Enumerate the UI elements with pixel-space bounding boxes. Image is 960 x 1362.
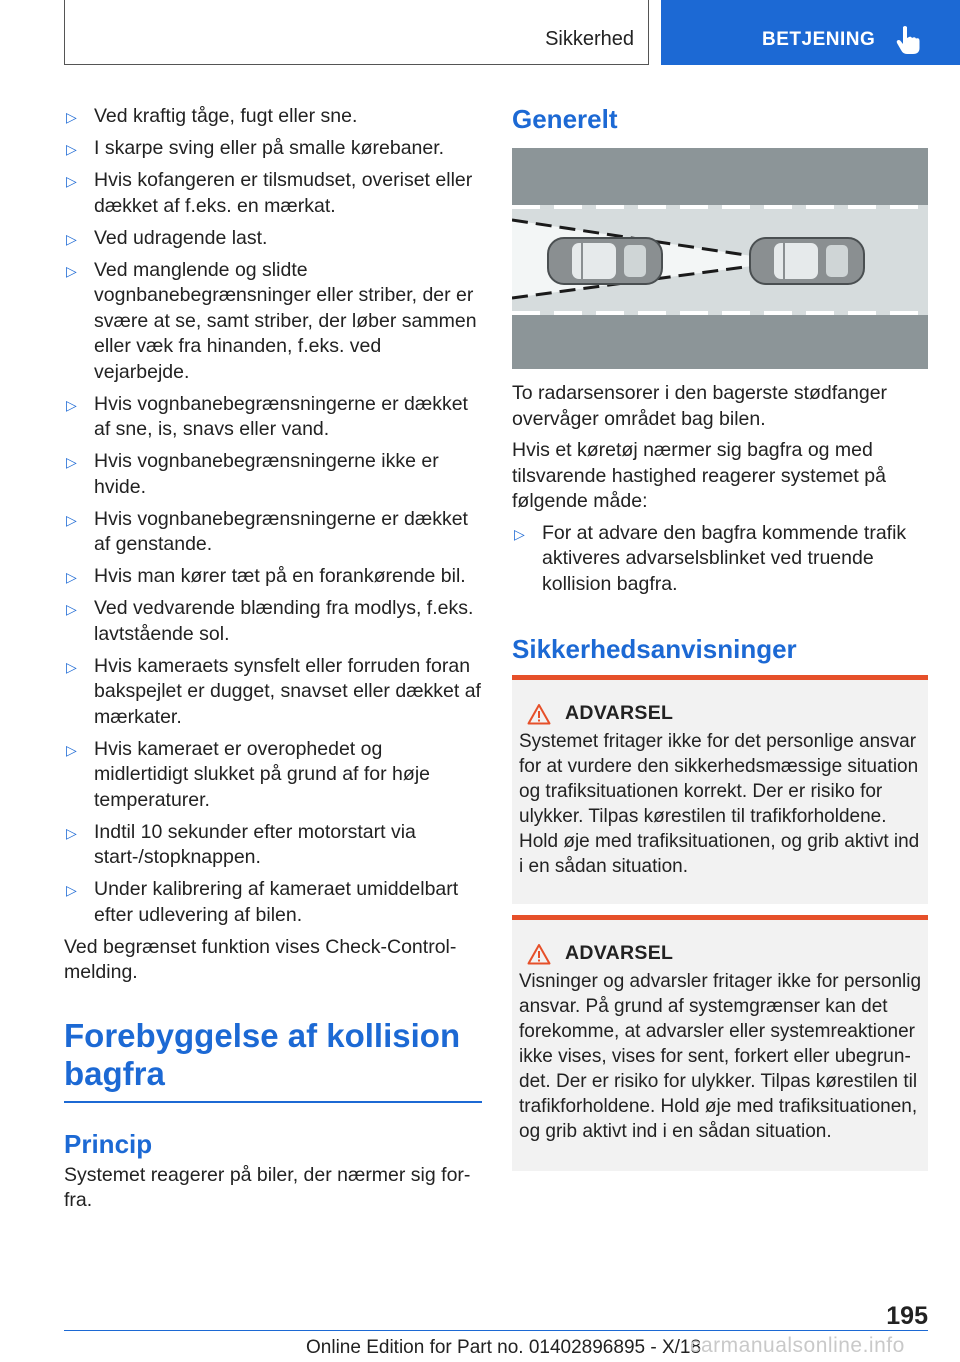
reaction-list [512, 521, 928, 598]
hand-pointer-icon [895, 24, 921, 56]
triangle-bullet-icon: ▷ [66, 569, 77, 585]
warning-title: ADVARSEL [565, 942, 674, 964]
page-number: 195 [886, 1302, 928, 1330]
paragraph: Hvis et køretøj nærmer sig bagfra og med tilsvarende hastighed reagerer systemet på følgende måde: [512, 439, 886, 512]
triangle-bullet-icon: ▷ [66, 882, 77, 898]
triangle-bullet-icon: ▷ [66, 511, 77, 528]
triangle-bullet-icon: ▷ [66, 658, 77, 675]
triangle-bullet-icon: ▷ [514, 525, 525, 542]
warning-box [512, 915, 928, 1171]
general-heading: Generelt [512, 104, 618, 134]
triangle-bullet-icon: ▷ [66, 824, 77, 841]
header-section-box [64, 0, 649, 65]
car-rear-icon [548, 238, 662, 284]
triangle-bullet-icon: ▷ [66, 396, 77, 413]
triangle-bullet-icon: ▷ [66, 230, 77, 247]
rear-collision-illustration [512, 148, 928, 369]
general-text [512, 381, 928, 604]
car-front-icon [750, 238, 864, 284]
right-column [512, 104, 928, 1142]
warning-body: Systemet fritager ikke for det personlige ansvar for at vurdere den sikkerhedsmæssige situation og trafiksituationen korrekt. Der er risiko for ulykker. Tilpas kørestilen til trafikforholdene. Hold øje med trafiksituationen, og grib aktivt ind i en sådan situation. [519, 731, 920, 877]
warning-triangle-icon [527, 943, 551, 965]
list-item: ▷ Ved kraftig tåge, fugt eller sne. [64, 104, 482, 130]
header-section-label: Sikkerhed [545, 28, 634, 50]
triangle-bullet-icon: ▷ [66, 141, 77, 157]
triangle-bullet-icon: ▷ [66, 601, 77, 617]
warning-header [519, 942, 921, 965]
triangle-bullet-icon: ▷ [66, 109, 77, 125]
list-item: ▷ Hvis vognbanebegrænsningerne er dækket af genstande. [66, 507, 468, 555]
watermark[interactable]: carmanualsonline.info [690, 1334, 905, 1357]
section-heading: Forebyggelse af kollision bagfra [64, 1017, 482, 1103]
list-item: ▷ Hvis vognbanebegrænsningerne er dækket af sne, is, snavs eller vand. [66, 392, 468, 440]
list-item: ▷ For at advare den bagfra kommende trafik aktiveres advarselsblinket ved truende kollision bagfra. [514, 521, 907, 595]
list-item: ▷ I skarpe sving eller på smalle kørebaner. [64, 136, 482, 162]
list-item: ▷ Ved udragende last. [64, 226, 482, 252]
list-item: ▷ Hvis kofangeren er tilsmudset, overiset eller dækket af f.eks. en mærkat. [66, 169, 473, 217]
triangle-bullet-icon: ▷ [66, 173, 77, 189]
left-column [64, 104, 482, 1214]
warning-body: Visninger og advarsler fritager ikke for personlig ansvar. På grund af systemgrænser kan det forekomme, at advarsler eller systemreaktioner ikke vises, vises for sent, forkert eller ubegrundet. Der er risiko for ulykker. Tilpas kørestilen til trafikforholdene. Hold øje med trafiksituationen, og grib aktivt ind i en sådan situation. [519, 971, 922, 1142]
edition-text: Online Edition for Part no. 01402896895 - X/18 [306, 1337, 702, 1358]
road-illustration [512, 148, 928, 369]
safety-heading: Sikkerhedsanvisninger [512, 634, 797, 664]
warning-title: ADVARSEL [565, 702, 674, 724]
list-item: ▷ Under kalibrering af kameraet umiddelbart efter udlevering af bilen. [66, 878, 459, 926]
list-item: ▷ Hvis vognbanebegrænsningerne ikke er hvide. [66, 450, 439, 498]
list-item: ▷ Indtil 10 sekunder efter motorstart via start-/stopknappen. [66, 820, 416, 868]
triangle-bullet-icon: ▷ [66, 741, 77, 758]
header-chapter-tab[interactable] [661, 0, 960, 65]
list-item: ▷ Hvis kameraets synsfelt eller forruden foran bakspejlet er dugget, snavset eller dækket af mærkater. [66, 654, 481, 728]
triangle-bullet-icon: ▷ [66, 262, 77, 279]
subsection-heading: Princip [64, 1128, 153, 1159]
warning-triangle-icon [527, 703, 551, 725]
limitations-list [64, 104, 482, 928]
footer-divider [64, 1330, 928, 1331]
list-item: ▷ Ved vedvarende blænding fra modlys, f.eks. lavtstående sol. [66, 597, 474, 645]
principle-text: Systemet reagerer på biler, der nærmer sig forfra. [64, 1163, 471, 1211]
list-item: ▷ Hvis man kører tæt på en forankørende bil. [64, 564, 482, 590]
list-item: ▷ Hvis kameraet er overophedet og midlertidigt slukket på grund af for høje temperaturer. [66, 737, 430, 811]
warning-box [512, 675, 928, 904]
triangle-bullet-icon: ▷ [66, 454, 77, 470]
warning-header [519, 702, 921, 725]
check-control-note: Ved begrænset funktion vises Check-Control-melding. [64, 935, 457, 983]
header-chapter-label: BETJENING [762, 29, 876, 50]
paragraph: To radarsensorer i den bagerste stødfanger overvåger området bag bilen. [512, 382, 888, 430]
list-item: ▷ Ved manglende og slidte vognbanebegrænsninger eller striber, der er svære at se, samt striber, der løber sammen eller væk fra hinanden, f.eks. ved vejarbejde. [66, 258, 477, 383]
